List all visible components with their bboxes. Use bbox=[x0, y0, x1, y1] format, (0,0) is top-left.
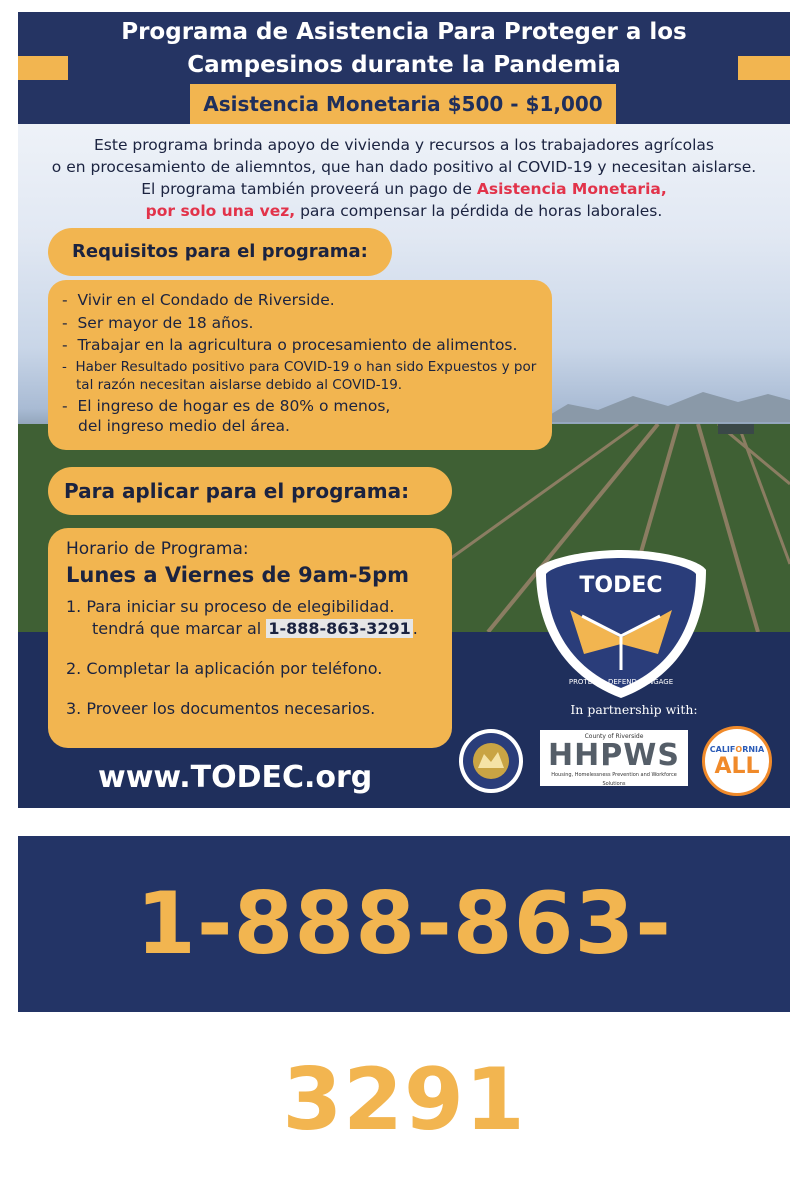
website-link[interactable]: www.TODEC.org bbox=[98, 760, 373, 795]
phone-number[interactable]: 1-888-863-3291 bbox=[268, 619, 411, 638]
requirements-title: Requisitos para el programa: bbox=[48, 228, 392, 276]
county-seal-icon bbox=[458, 728, 524, 794]
mountains-graphic bbox=[538, 386, 790, 422]
amount-banner: Asistencia Monetaria $500 - $1,000 bbox=[190, 84, 616, 124]
apply-title: Para aplicar para el programa: bbox=[48, 467, 452, 515]
apply-steps bbox=[48, 528, 452, 748]
header-stripe-right bbox=[738, 56, 790, 80]
partnership-label: In partnership with: bbox=[570, 702, 698, 717]
requirements-list bbox=[48, 280, 552, 450]
list-item: - Trabajar en la agricultura o procesamiento de alimentos. bbox=[62, 336, 518, 354]
list-item: - El ingreso de hogar es de 80% o menos, del ingreso medio del área. bbox=[62, 396, 391, 435]
header-stripe-left bbox=[18, 56, 68, 80]
hhpws-logo: County of Riverside HHPWS Housing, Homelessness Prevention and Workforce Solutions bbox=[540, 730, 688, 786]
svg-text:TODEC: TODEC bbox=[579, 573, 663, 598]
schedule-label: Horario de Programa: bbox=[66, 539, 249, 559]
list-item: - Haber Resultado positivo para COVID-19 o han sido Expuestos y por tal razón necesitan aislarse debido al COVID-19. bbox=[62, 358, 537, 393]
list-item: - Vivir en el Condado de Riverside. bbox=[62, 291, 335, 309]
flyer bbox=[18, 12, 790, 808]
schedule-time: Lunes a Viernes de 9am-5pm bbox=[66, 563, 409, 587]
california-all-logo: CALIFORNIA ALL bbox=[702, 726, 772, 796]
todec-logo-icon bbox=[530, 546, 712, 702]
list-item: - Ser mayor de 18 años. bbox=[62, 313, 254, 332]
step-2: 2. Completar la aplicación por teléfono. bbox=[66, 659, 383, 678]
page-title: Programa de Asistencia Para Proteger a los Campesinos durante la Pandemia bbox=[121, 19, 687, 78]
step-3: 3. Proveer los documentos necesarios. bbox=[66, 699, 376, 718]
step-1: 1. Para iniciar su proceso de elegibilidad. tendrá que marcar al 1-888-863-3291 . bbox=[66, 597, 418, 638]
intro-text: Este programa brinda apoyo de vivienda y recursos a los trabajadores agrícolas o en procesamiento de aliemntos, que han dado positivo al COVID-19 y necesitan aislarse. El programa también proveerá un pago de Asistencia Monetaria, por solo una vez, para compensar la pérdida de horas laborales. bbox=[51, 136, 757, 220]
svg-text:PROTECT · DEFEND · ENGAGE: PROTECT · DEFEND · ENGAGE bbox=[568, 678, 674, 686]
bottom-phone-banner[interactable]: 1-888-863-3291 bbox=[18, 836, 790, 1012]
